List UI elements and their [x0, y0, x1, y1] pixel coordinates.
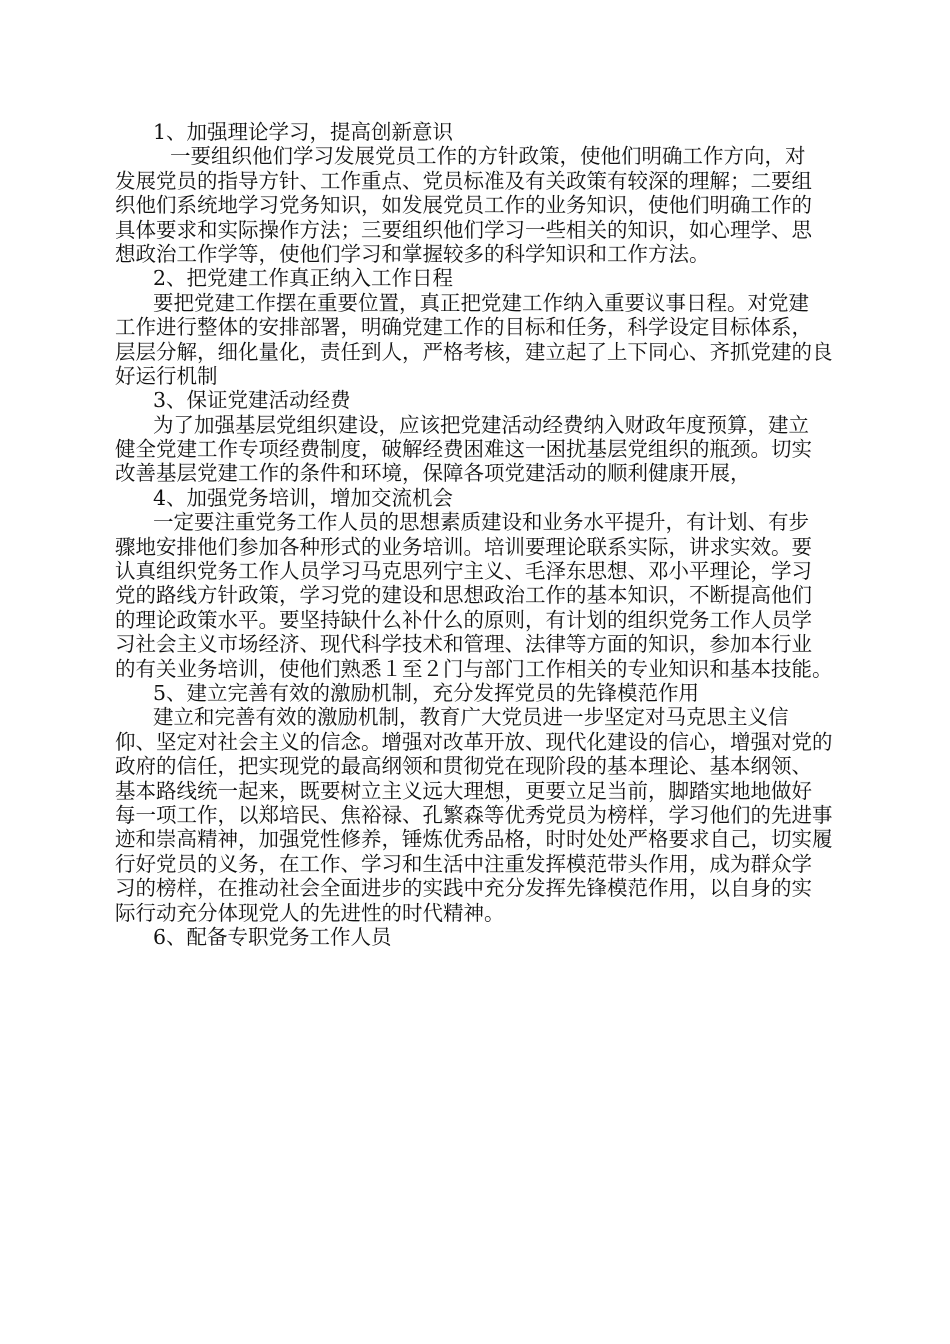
section-5-line-7: 行好党员的义务，在工作、学习和生活中注重发挥模范带头作用，成为群众学 [115, 851, 812, 876]
section-1-line-2: 发展党员的指导方针、工作重点、党员标准及有关政策有较深的理解；二要组 [115, 168, 812, 193]
section-5-line-9: 际行动充分体现党人的先进性的时代精神。 [115, 900, 505, 925]
section-3-heading: 3、保证党建活动经费 [153, 388, 351, 413]
section-1-line-3: 织他们系统地学习党务知识，如发展党员工作的业务知识，使他们明确工作的 [115, 193, 812, 218]
section-4-line-3: 认真组织党务工作人员学习马克思列宁主义、毛泽东思想、邓小平理论，学习 [115, 559, 812, 584]
section-2-line-3: 层层分解，细化量化，责任到人，严格考核，建立起了上下同心、齐抓党建的良 [115, 339, 833, 364]
section-1-line-1: 一要组织他们学习发展党员工作的方针政策，使他们明确工作方向，对 [170, 144, 806, 169]
section-4-line-1: 一定要注重党务工作人员的思想素质建设和业务水平提升，有计划、有步 [153, 510, 809, 535]
section-4-line-2: 骤地安排他们参加各种形式的业务培训。培训要理论联系实际，讲求实效。要 [115, 534, 812, 559]
section-3-line-3: 改善基层党建工作的条件和环境，保障各项党建活动的顺利健康开展， [115, 461, 751, 486]
document-page [115, 120, 860, 949]
section-4-line-7: 的有关业务培训，使他们熟悉１至２门与部门工作相关的专业知识和基本技能。 [115, 656, 833, 681]
section-5-line-8: 习的榜样，在推动社会全面进步的实践中充分发挥先锋模范作用，以自身的实 [115, 876, 812, 901]
section-5-line-6: 迹和崇高精神，加强党性修养，锤炼优秀品格，时时处处严格要求自己，切实履 [115, 827, 833, 852]
section-5-line-2: 仰、坚定对社会主义的信念。增强对改革开放、现代化建设的信心，增强对党的 [115, 729, 833, 754]
section-5-heading: 5、建立完善有效的激励机制，充分发挥党员的先锋模范作用 [153, 680, 700, 705]
section-2-line-4: 好运行机制 [115, 363, 218, 388]
section-1-line-5: 想政治工作学等，使他们学习和掌握较多的科学知识和工作方法。 [115, 241, 710, 266]
section-1-heading: 1、加强理论学习，提高创新意识 [153, 120, 454, 144]
section-4-line-6: 习社会主义市场经济、现代科学技术和管理、法律等方面的知识，参加本行业 [115, 632, 812, 657]
section-2-heading: 2、把党建工作真正纳入工作日程 [153, 266, 454, 291]
section-4-line-5: 的理论政策水平。要坚持缺什么补什么的原则，有计划的组织党务工作人员学 [115, 607, 812, 632]
section-4-line-4: 党的路线方针政策，学习党的建设和思想政治工作的基本知识，不断提高他们 [115, 583, 812, 608]
section-3-line-2: 健全党建工作专项经费制度，破解经费困难这一困扰基层党组织的瓶颈。切实 [115, 437, 812, 462]
section-6-heading: 6、配备专职党务工作人员 [153, 924, 392, 949]
section-5-line-5: 每一项工作，以郑培民、焦裕禄、孔繁森等优秀党员为榜样，学习他们的先进事 [115, 802, 833, 827]
section-5-line-1: 建立和完善有效的激励机制，教育广大党员进一步坚定对马克思主义信 [153, 705, 789, 730]
section-2-line-1: 要把党建工作摆在重要位置，真正把党建工作纳入重要议事日程。对党建 [153, 290, 809, 315]
section-5-line-3: 政府的信任，把实现党的最高纲领和贯彻党在现阶段的基本理论、基本纲领、 [115, 754, 812, 779]
section-2-line-2: 工作进行整体的安排部署，明确党建工作的目标和任务，科学设定目标体系， [115, 315, 812, 340]
section-3-line-1: 为了加强基层党组织建设，应该把党建活动经费纳入财政年度预算，建立 [153, 412, 809, 437]
section-4-heading: 4、加强党务培训，增加交流机会 [153, 485, 454, 510]
section-1-line-4: 具体要求和实际操作方法；三要组织他们学习一些相关的知识，如心理学、思 [115, 217, 812, 242]
section-5-line-4: 基本路线统一起来，既要树立主义远大理想，更要立足当前，脚踏实地地做好 [115, 778, 812, 803]
